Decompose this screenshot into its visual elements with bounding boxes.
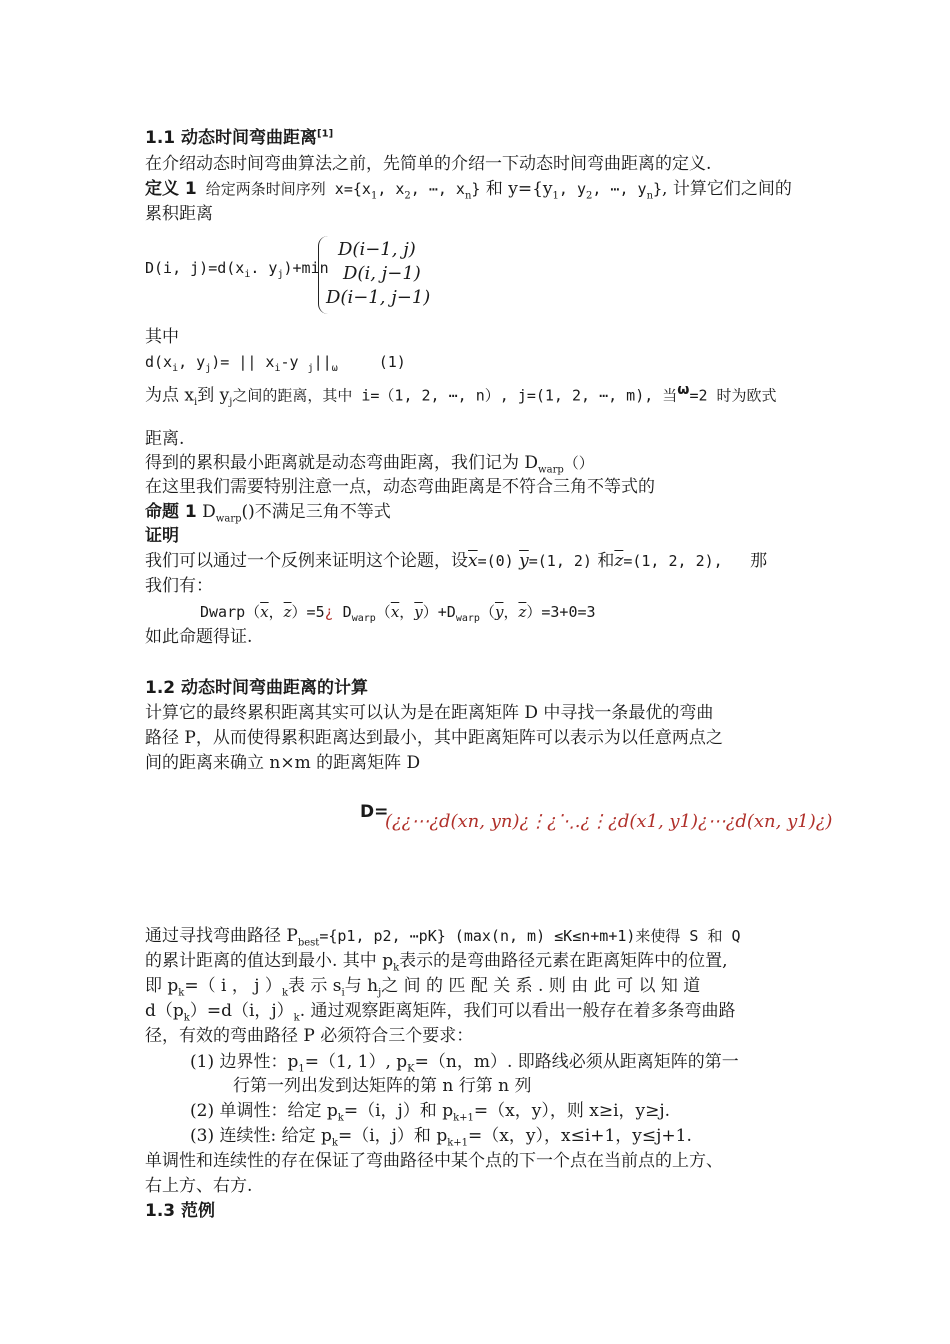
section-heading-1-3: 1.3 范例 — [145, 1201, 216, 1221]
s12-p3-line1: 单调性和连续性的存在保证了弯曲路径中某个点的下一个点在当前点的上方、 — [145, 1151, 723, 1171]
brace-row-2: D(i, j−1) — [343, 263, 421, 284]
s12-p2-line1: 通过寻找弯曲路径 $P_{best}=\{p1$, p2, ⋯pK} (max(n, m) ≤K≤n+m+1)来使得 S 和 Q — [145, 926, 741, 949]
recurrence-formula: D(i, $j)=d(x_i$. $y_j)+\min$ — [145, 259, 329, 280]
distance-formula: $d(x_i$, $y_j)=$ || $x_i-y$ $_j||_\omega$ (1) — [145, 353, 406, 374]
s12-p3-line2: 右上方、右方. — [145, 1176, 253, 1196]
matrix-label: D= — [360, 802, 389, 822]
definition-1: 定义 1 给定两条时间序列 $x=\{x_1$, $x_2$, ⋯, $x_n$} 和 $y=\{y_1$, $y_2$, ⋯, $y_n$}, 计算它们之间的 — [145, 179, 792, 202]
s12-p1-line3: 间的距离来确立 n×m 的距离矩阵 D — [145, 753, 421, 773]
brace-row-1: D(i−1, j) — [338, 239, 416, 260]
proof-line1: 我们可以通过一个反例来证明这个论题，设$\overline{x}=(0)$ $\overline{y}=(1$, 2) 和$\overline{z}=(1$, 2, 2), 那 — [145, 551, 768, 571]
requirement-2: (2) 单调性：给定 $p_k=(i$，j）和 $p_{k+1}=(x$，y），则 x≥i，y≥j. — [190, 1101, 671, 1124]
equation-number: (1) — [378, 353, 406, 371]
triangle-attention: 在这里我们需要特别注意一点，动态弯曲距离是不符合三角不等式的 — [145, 477, 655, 497]
requirement-1: (1) 边界性：$p_1=(1$, 1）, $p_K=(n$，m）. 即路线必须从距离矩阵的第一 — [190, 1052, 739, 1075]
intro-paragraph: 在介绍动态时间弯曲算法之前，先简单的介绍一下动态时间弯曲距离的定义. — [145, 154, 712, 174]
s12-p2-line4: $d(p_k)=d(i$，$j)_k$. 通过观察距离矩阵，我们可以看出一般存在着多条弯曲路 — [145, 1001, 736, 1024]
section-heading-1-1: 1.1 动态时间弯曲距离[1] — [145, 128, 334, 148]
requirement-1-line2: 行第一列出发到达矩阵的第 n 行第 n 列 — [233, 1076, 532, 1096]
citation-ref: [1] — [317, 128, 334, 140]
s12-p2-line2: 的累计距离的值达到最小. 其中 $p_k$表示的是弯曲路径元素在距离矩阵中的位置, — [145, 951, 728, 974]
proposition-1: 命题 1 $D_{warp}()$不满足三角不等式 — [145, 502, 391, 525]
dwarp-definition: 得到的累积最小距离就是动态弯曲距离，我们记为 $D_{warp}()$ — [145, 453, 594, 476]
where-label: 其中 — [145, 327, 179, 347]
s12-p2-line3: 即 $p_k=$（ i ， j ）$_k$表 示 $s_i$与 $h_j$之 间 的 匹 配 关 系 . 则 由 此 可 以 知 道 — [145, 976, 701, 999]
omega-symbol: ω — [677, 382, 690, 398]
proof-conclusion: 如此命题得证. — [145, 627, 253, 647]
s12-p1-line1: 计算它的最终累积距离其实可以认为是在距离矩阵 D 中寻找一条最优的弯曲 — [145, 703, 714, 723]
section-heading-1-2: 1.2 动态时间弯曲距离的计算 — [145, 678, 369, 698]
dwarp-counterexample: $Dwarp(\overline{x}$，$\overline{z})=5¿$ $D_{warp}(\overline{x}$，$\overline{y})+D_{warp}(\overline{y}$，$\overline{z})=3+0=3$ — [200, 603, 596, 624]
distance-matrix-expression: (¿¿⋯¿d(xn, yn)¿⋮¿⋱.¿⋮¿d(x1, y1)¿⋯¿d(xn, y1)¿) — [385, 811, 833, 832]
distance-description: 为点 $x_i$到 $y_j$之间的距离，其中 i=（1, 2, ⋯, n）, j=(1, 2, ⋯, m), 当$^\omega$=2 时为欧式 — [145, 382, 777, 409]
proof-line2: 我们有： — [145, 576, 213, 596]
requirement-3: (3) 连续性: 给定 $p_k=(i$，j）和 $p_{k+1}=(x$，y），x≤i+1，y≤j+1. — [190, 1126, 692, 1149]
definition-1-line2: 累积距离 — [145, 204, 213, 224]
distance-description-line2: 距离. — [145, 429, 185, 449]
s12-p1-line2: 路径 P，从而使得累积距离达到最小，其中距离矩阵可以表示为以任意两点之 — [145, 728, 723, 748]
proof-label: 证明 — [145, 526, 179, 546]
brace-row-3: D(i−1, j−1) — [326, 287, 431, 308]
s12-p2-line5: 径，有效的弯曲路径 P 必须符合三个要求： — [145, 1026, 474, 1046]
